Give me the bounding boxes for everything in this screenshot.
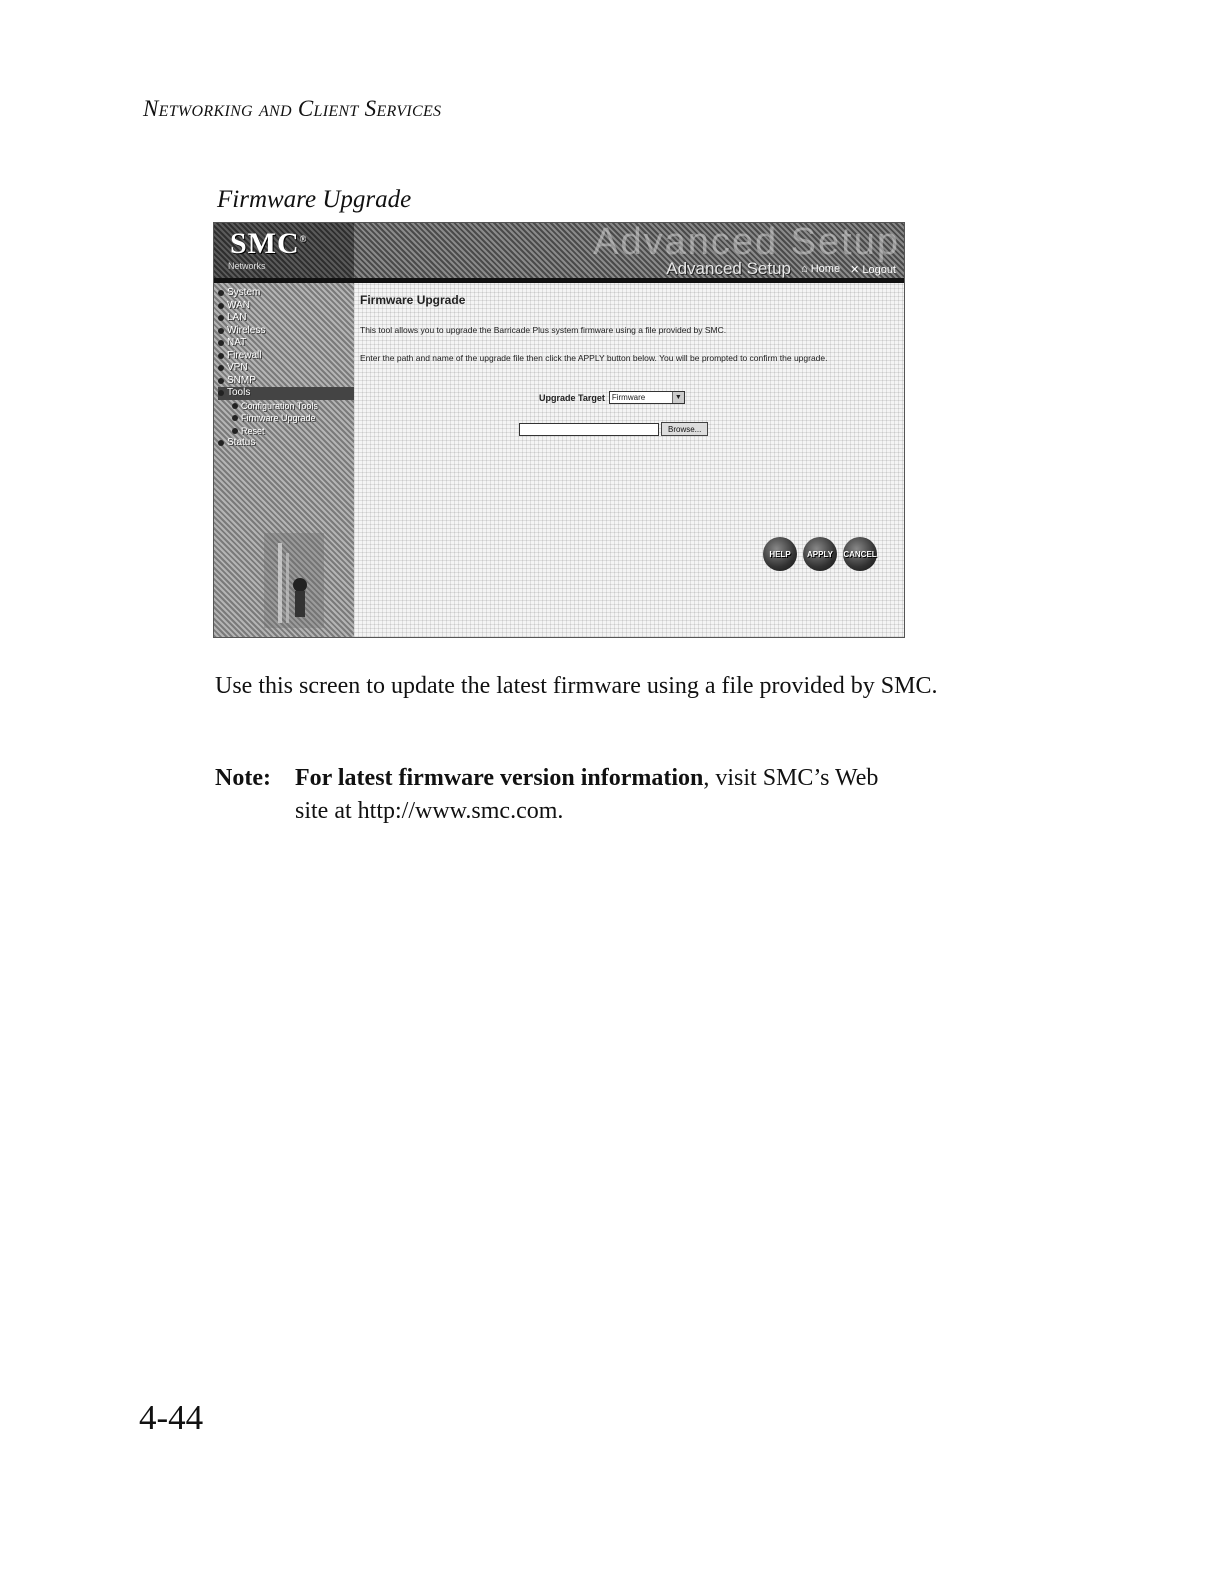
sidebar xyxy=(214,283,354,637)
sidebar-item-label: SNMP xyxy=(227,374,256,386)
sidebar-item-label: Reset xyxy=(241,425,265,436)
banner-watermark: Advanced Setup xyxy=(593,222,900,263)
bullet-icon xyxy=(232,415,238,421)
bullet-icon xyxy=(218,328,224,334)
sidebar-item-label: System xyxy=(227,287,261,298)
registered-mark: ® xyxy=(299,234,308,244)
sidebar-item[interactable] xyxy=(218,325,354,338)
running-head: Networking and Client Services xyxy=(143,96,442,121)
sidebar-item[interactable] xyxy=(218,387,354,400)
sidebar-item[interactable] xyxy=(218,425,354,438)
cancel-button[interactable]: CANCEL xyxy=(843,537,877,571)
upgrade-target-row xyxy=(539,391,685,404)
bullet-icon xyxy=(218,303,224,309)
banner xyxy=(214,223,904,278)
upgrade-target-select[interactable] xyxy=(609,391,685,404)
person-illustration xyxy=(264,533,324,628)
sidebar-item-label: Firewall xyxy=(227,349,262,361)
logout-link-label: Logout xyxy=(862,263,896,276)
bullet-icon xyxy=(218,290,224,296)
sidebar-item-label: LAN xyxy=(227,312,247,323)
note-bold-text: For latest firmware version information xyxy=(295,765,704,791)
help-button[interactable]: HELP xyxy=(763,537,797,571)
note-text-line2: site at http://www.smc.com. xyxy=(295,798,564,824)
chevron-down-icon: ▼ xyxy=(672,392,684,403)
apply-button[interactable]: APPLY xyxy=(803,537,837,571)
sidebar-item-label: Status xyxy=(227,437,256,448)
figure-caption: Firmware Upgrade xyxy=(217,186,412,213)
sidebar-item-label: NAT xyxy=(227,337,247,348)
logo-subtitle: Networks xyxy=(228,261,266,271)
sidebar-item[interactable] xyxy=(218,362,354,375)
bullet-icon xyxy=(218,440,224,446)
body-paragraph: Use this screen to update the latest firmware using a file provided by SMC. xyxy=(215,673,938,699)
browse-button[interactable]: Browse... xyxy=(661,422,708,436)
note-text-line1: , visit SMC’s Web xyxy=(703,765,879,791)
sidebar-item[interactable] xyxy=(218,337,354,350)
sidebar-item-label: Wireless xyxy=(227,324,266,336)
bullet-icon xyxy=(218,378,224,384)
instruction-text: Enter the path and name of the upgrade file then click the APPLY button below. You will be prompted to confirm the upgrade. xyxy=(360,353,828,363)
logout-link[interactable]: ✕ Logout xyxy=(850,263,896,276)
note xyxy=(215,762,985,828)
sidebar-item[interactable] xyxy=(218,375,354,388)
sidebar-item-label: Configuration Tools xyxy=(241,400,318,411)
router-screenshot xyxy=(213,222,905,638)
home-link-label: Home xyxy=(810,263,841,275)
upgrade-target-label: Upgrade Target xyxy=(539,392,605,403)
sidebar-item[interactable] xyxy=(218,350,354,363)
intro-text: This tool allows you to upgrade the Barricade Plus system firmware using a file provided by SMC. xyxy=(360,325,727,335)
file-row xyxy=(519,422,708,436)
bullet-icon xyxy=(218,315,224,321)
bullet-icon xyxy=(218,340,224,346)
page-number: 4-44 xyxy=(139,1398,204,1437)
sidebar-item[interactable] xyxy=(218,400,354,413)
bullet-icon xyxy=(218,353,224,359)
bullet-icon xyxy=(232,428,238,434)
upgrade-target-value: Firmware xyxy=(611,393,646,402)
sidebar-menu xyxy=(214,283,354,450)
sidebar-item[interactable] xyxy=(218,287,354,300)
bullet-icon xyxy=(218,390,224,396)
bullet-icon xyxy=(232,403,238,409)
banner-title: Advanced Setup xyxy=(666,259,792,278)
action-buttons xyxy=(763,537,877,571)
logo-text: SMC xyxy=(230,227,300,260)
bullet-icon xyxy=(218,365,224,371)
banner-links xyxy=(666,259,896,279)
sidebar-item[interactable] xyxy=(218,312,354,325)
note-label: Note: xyxy=(215,765,271,791)
sidebar-item[interactable] xyxy=(218,300,354,313)
sidebar-item-label: WAN xyxy=(227,299,250,311)
smc-logo xyxy=(230,227,307,261)
content-title: Firmware Upgrade xyxy=(360,293,466,307)
sidebar-item-label: Firmware Upgrade xyxy=(241,413,316,423)
sidebar-item-label: Tools xyxy=(227,387,251,398)
sidebar-item-label: VPN xyxy=(227,362,248,373)
file-path-input[interactable] xyxy=(519,423,659,436)
sidebar-item[interactable] xyxy=(218,437,354,450)
sidebar-item[interactable] xyxy=(218,412,354,425)
home-link[interactable]: ⌂ Home xyxy=(801,263,841,275)
content-panel xyxy=(354,283,904,637)
banner-logo-area xyxy=(214,223,354,278)
